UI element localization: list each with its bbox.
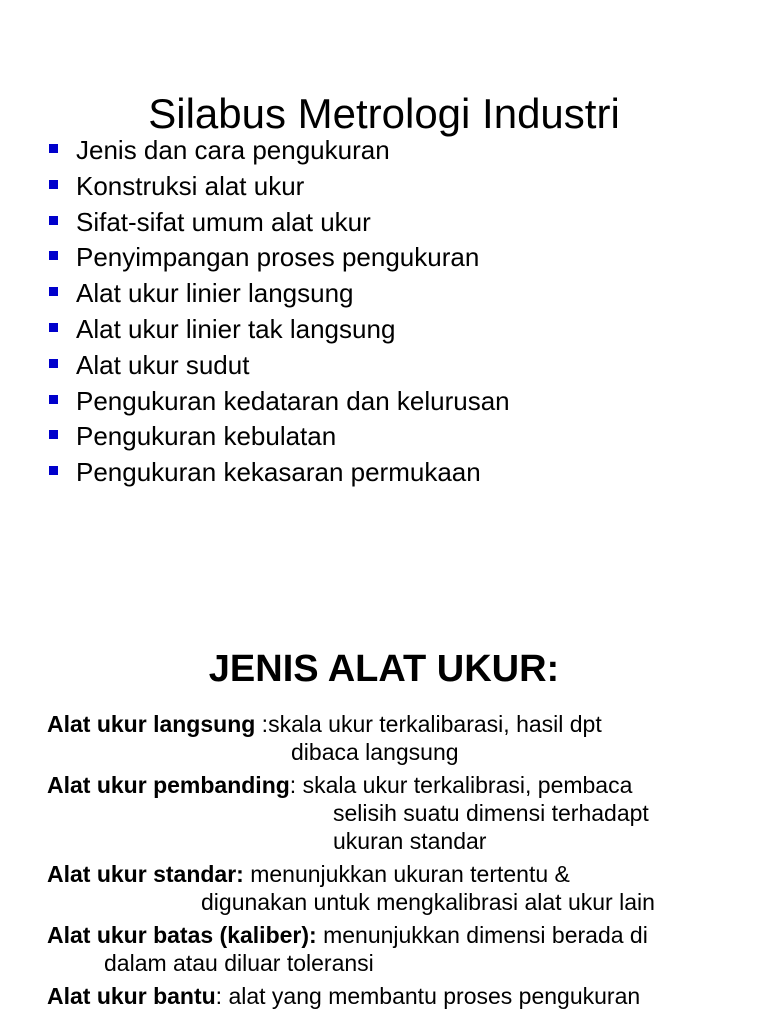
- definition-text: menunjukkan dimensi berada di: [323, 922, 648, 948]
- definition-continuation: digunakan untuk mengkalibrasi alat ukur lain: [201, 889, 655, 915]
- list-item: [46, 383, 510, 419]
- definition-separator: :: [289, 772, 303, 798]
- square-bullet-icon: [49, 216, 58, 225]
- list-item-label: Alat ukur linier langsung: [76, 278, 354, 309]
- definition-separator: :: [215, 983, 229, 1009]
- list-item: [46, 204, 510, 240]
- definition-term: Alat ukur pembanding: [47, 772, 290, 798]
- list-item-label: Sifat-sifat umum alat ukur: [76, 206, 371, 237]
- square-bullet-icon: [49, 144, 58, 153]
- list-item-label: Alat ukur sudut: [76, 349, 250, 380]
- definition-separator: :: [255, 711, 269, 737]
- square-bullet-icon: [49, 180, 58, 189]
- definition-item: [47, 982, 747, 1010]
- list-item: [46, 454, 510, 490]
- definition-item: [47, 921, 747, 977]
- square-bullet-icon: [49, 287, 58, 296]
- definition-term: Alat ukur standar:: [47, 861, 244, 887]
- square-bullet-icon: [49, 466, 58, 475]
- definition-continuation: ukuran standar: [333, 828, 487, 854]
- slide-title: JENIS ALAT UKUR:: [208, 648, 560, 690]
- definition-continuation: dalam atau diluar toleransi: [104, 950, 374, 976]
- syllabus-list: [46, 132, 510, 490]
- definition-text: skala ukur terkalibrasi, pembaca: [302, 772, 633, 798]
- list-item-label: Pengukuran kekasaran permukaan: [76, 457, 481, 488]
- slide-title: Silabus Metrologi Industri: [148, 90, 620, 137]
- slide-measuring-tool-types: [0, 512, 768, 1024]
- definition-continuation: dibaca langsung: [291, 739, 459, 765]
- list-item-label: Pengukuran kebulatan: [76, 421, 337, 452]
- definition-list: [47, 710, 747, 1015]
- definition-item: [47, 710, 747, 766]
- list-item-label: Jenis dan cara pengukuran: [76, 135, 390, 165]
- definition-text: alat yang membantu proses pengukuran: [228, 983, 641, 1009]
- list-item: [46, 168, 510, 204]
- list-item: [46, 132, 510, 168]
- list-item: [46, 311, 510, 347]
- definition-term: Alat ukur langsung: [47, 711, 256, 737]
- definition-term: Alat ukur bantu: [47, 983, 216, 1009]
- definition-item: [47, 771, 747, 855]
- list-item: [46, 347, 510, 383]
- square-bullet-icon: [49, 359, 58, 368]
- list-item: [46, 239, 510, 275]
- list-item-label: Alat ukur linier tak langsung: [76, 313, 396, 344]
- definition-item: [47, 860, 747, 916]
- list-item-label: Pengukuran kedataran dan kelurusan: [76, 385, 510, 416]
- definition-term: Alat ukur batas (kaliber):: [47, 922, 317, 948]
- definition-text: menunjukkan ukuran tertentu &: [250, 861, 570, 887]
- list-item-label: Penyimpangan proses pengukuran: [76, 242, 480, 273]
- list-item: [46, 275, 510, 311]
- definition-text: skala ukur terkalibarasi, hasil dpt: [268, 711, 602, 737]
- square-bullet-icon: [49, 430, 58, 439]
- square-bullet-icon: [49, 323, 58, 332]
- square-bullet-icon: [49, 251, 58, 260]
- definition-continuation: selisih suatu dimensi terhadapt: [333, 800, 649, 826]
- list-item-label: Konstruksi alat ukur: [76, 170, 305, 201]
- list-item: [46, 418, 510, 454]
- square-bullet-icon: [49, 395, 58, 404]
